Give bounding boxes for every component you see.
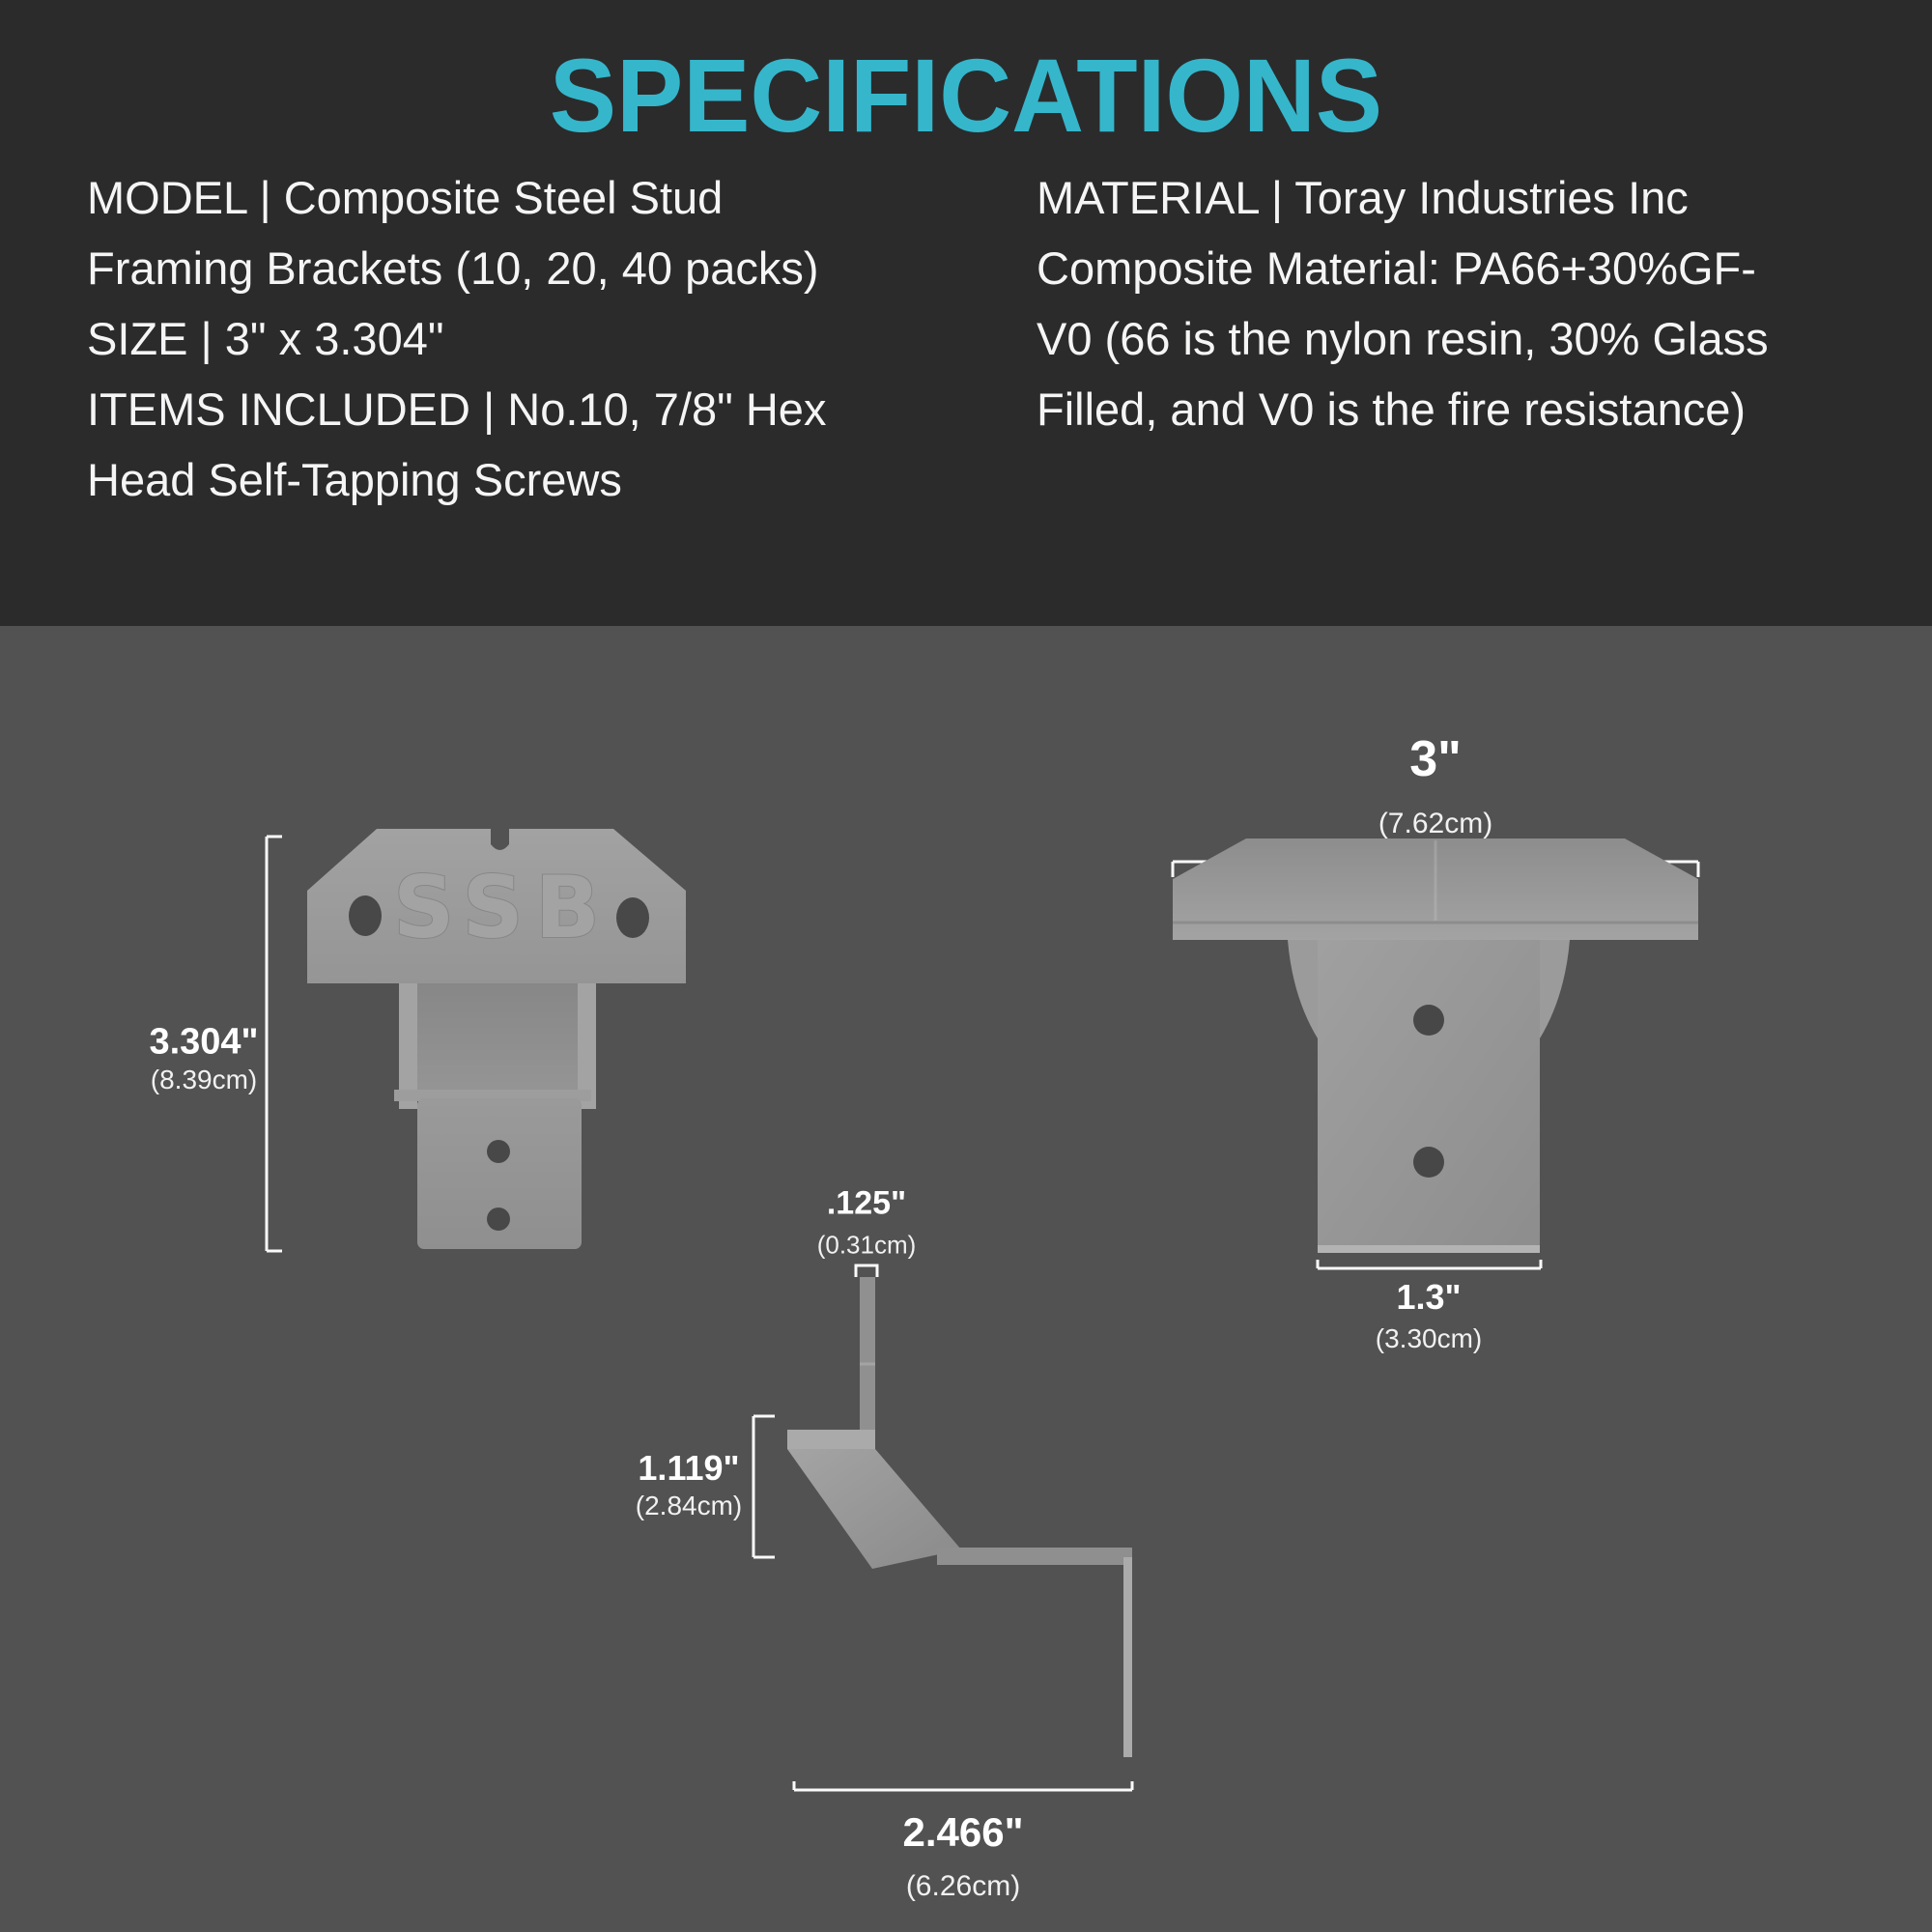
dimension-line-depth <box>794 1781 1132 1790</box>
side-view-bracket <box>753 1265 1132 1790</box>
front-height-label-cm: (8.39cm) <box>150 1065 258 1094</box>
front-height-label-inches: 3.304" <box>149 1021 259 1063</box>
dimension-line-height-side <box>753 1416 775 1557</box>
dimension-line-thickness <box>856 1265 877 1277</box>
side-thickness-label-inches: .125" <box>826 1184 907 1222</box>
side-thickness-label-cm: (0.31cm) <box>816 1230 917 1260</box>
side-diagonal-web <box>787 1449 961 1569</box>
back-view-bracket <box>1173 838 1698 1268</box>
spec-line-model-1: MODEL | Composite Steel Stud <box>87 172 724 223</box>
back-screw-hole-2 <box>1413 1147 1444 1178</box>
dimension-line-height-front <box>267 837 282 1251</box>
ssb-logo: SSB <box>393 858 611 957</box>
dimension-line-tab-width <box>1318 1260 1541 1268</box>
spec-line-items-2: Head Self-Tapping Screws <box>87 454 622 505</box>
back-screw-hole-1 <box>1413 1005 1444 1036</box>
spec-line-material-4: Filled, and V0 is the fire resistance) <box>1037 384 1747 435</box>
front-top-notch <box>491 829 509 850</box>
side-depth-label-inches: 2.466" <box>902 1809 1024 1855</box>
back-width-label-cm: (7.62cm) <box>1378 808 1493 839</box>
page-title: SPECIFICATIONS <box>549 37 1383 154</box>
side-height-label-inches: 1.119" <box>638 1448 740 1488</box>
spec-line-size: SIZE | 3" x 3.304" <box>87 313 444 364</box>
side-arm <box>937 1548 1132 1565</box>
back-tab-label-cm: (3.30cm) <box>1375 1323 1483 1353</box>
spec-line-material-3: V0 (66 is the nylon resin, 30% Glass <box>1037 313 1769 364</box>
spec-line-material-2: Composite Material: PA66+30%GF- <box>1037 242 1756 294</box>
front-view-bracket <box>267 829 686 1251</box>
front-screw-hole-1 <box>487 1140 510 1163</box>
back-width-label-inches: 3" <box>1409 731 1462 787</box>
back-gusset-right <box>1540 940 1570 1038</box>
back-tab-label-inches: 1.3" <box>1396 1277 1462 1317</box>
back-tab-bottom-edge <box>1318 1245 1540 1253</box>
front-oval-hole-right <box>616 897 649 938</box>
side-end-flange <box>1123 1557 1132 1757</box>
front-mid-block <box>417 983 578 1094</box>
side-depth-label-cm: (6.26cm) <box>905 1870 1021 1902</box>
front-screw-hole-2 <box>487 1208 510 1231</box>
front-oval-hole-left <box>349 895 382 936</box>
back-gusset-left <box>1288 940 1318 1038</box>
side-stem <box>860 1277 875 1434</box>
back-center-tab <box>1318 940 1540 1253</box>
spec-line-model-2: Framing Brackets (10, 20, 40 packs) <box>87 242 819 294</box>
spec-line-items-1: ITEMS INCLUDED | No.10, 7/8" Hex <box>87 384 827 435</box>
spec-line-material-1: MATERIAL | Toray Industries Inc <box>1037 172 1689 223</box>
side-shelf <box>787 1430 875 1449</box>
side-height-label-cm: (2.84cm) <box>635 1491 743 1520</box>
